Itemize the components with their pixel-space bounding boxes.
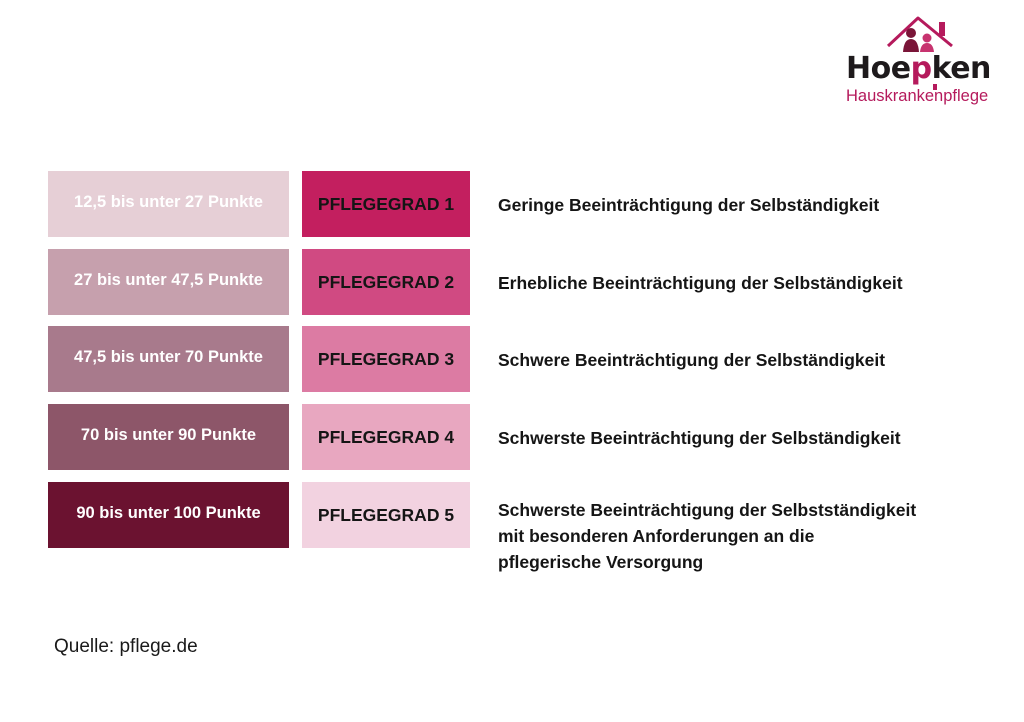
- care-level-badge: PFLEGEGRAD 2: [302, 249, 470, 315]
- description-line: Geringe Beeinträchtigung der Selbständigkeit: [498, 195, 880, 215]
- description-line: Schwere Beeinträchtigung der Selbständigkeit: [498, 350, 886, 370]
- points-range: 12,5 bis unter 27 Punkte: [48, 171, 289, 237]
- care-level-description: [498, 347, 1008, 373]
- care-level-description: [498, 192, 1008, 218]
- care-level-badge: PFLEGEGRAD 1: [302, 171, 470, 237]
- logo-wordmark-accent: p: [910, 51, 932, 86]
- care-level-row: [0, 249, 1024, 315]
- care-level-row: [0, 482, 1024, 572]
- care-level-badge: PFLEGEGRAD 3: [302, 326, 470, 392]
- description-line: mit besonderen Anforderungen an die: [498, 526, 815, 546]
- description-line: Schwerste Beeinträchtigung der Selbstständigkeit: [498, 500, 917, 520]
- source-note: Quelle: pflege.de: [54, 636, 198, 657]
- points-range: 27 bis unter 47,5 Punkte: [48, 249, 289, 315]
- logo-subtitle: Hauskrankenpflege: [846, 87, 989, 105]
- points-range: 70 bis unter 90 Punkte: [48, 404, 289, 470]
- logo-wordmark-part: Hoe: [846, 51, 911, 86]
- care-level-description: [498, 497, 1008, 575]
- points-range: 47,5 bis unter 70 Punkte: [48, 326, 289, 392]
- logo-wordmark-part: ken: [931, 51, 991, 86]
- care-level-badge: PFLEGEGRAD 5: [302, 482, 470, 548]
- points-range: 90 bis unter 100 Punkte: [48, 482, 289, 548]
- care-level-badge: PFLEGEGRAD 4: [302, 404, 470, 470]
- care-level-row: [0, 171, 1024, 237]
- company-logo: [836, 14, 1006, 106]
- care-level-description: [498, 425, 1008, 451]
- care-level-row: [0, 326, 1024, 392]
- logo-wordmark: [846, 51, 991, 86]
- description-line: Schwerste Beeinträchtigung der Selbständigkeit: [498, 428, 901, 448]
- care-level-description: [498, 270, 1008, 296]
- description-line: pflegerische Versorgung: [498, 552, 704, 572]
- care-level-row: [0, 404, 1024, 470]
- description-line: Erhebliche Beeinträchtigung der Selbständigkeit: [498, 273, 903, 293]
